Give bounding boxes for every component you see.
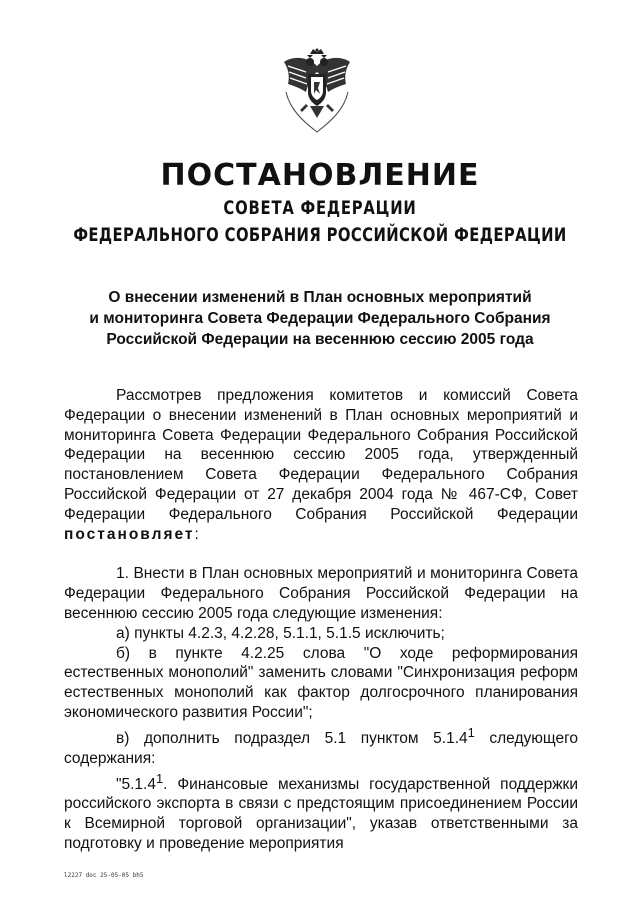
item-v-suffix: следующего содержания: xyxy=(64,729,579,767)
subject-line-2: и мониторинга Совета Федерации Федерального Собрания xyxy=(89,310,551,327)
coat-of-arms-russia-icon xyxy=(280,48,354,134)
item-b-paragraph: б) в пункте 4.2.25 слова "О ходе реформирования естественных монополий" заменить словами "Синхронизация реформ естественных монополий как фактор долгосрочного планирования экономического развития России"; xyxy=(64,644,578,721)
quote-prefix: "5.1.4 xyxy=(116,775,156,793)
item-v-paragraph xyxy=(64,723,578,769)
item-a-paragraph: а) пункты 4.2.3, 4.2.28, 5.1.1, 5.1.5 исключить; xyxy=(116,624,445,642)
quote-superscript: 1 xyxy=(155,770,164,786)
quote-text: . Финансовые механизмы государственной поддержки российского экспорта в связи с предстоящим присоединением России к Всемирной торговой организации", указав ответственными за подготовку и проведение мероприятия xyxy=(64,775,578,853)
item-v-prefix: в) дополнить подраздел 5.1 пунктом 5.1.4 xyxy=(116,729,468,747)
decree-word: постановляет xyxy=(64,525,195,543)
document-title: ПОСТАНОВЛЕНИЕ xyxy=(160,158,480,193)
document-subtitle-2: ФЕДЕРАЛЬНОГО СОБРАНИЯ РОССИЙСКОЙ ФЕДЕРАЦИИ xyxy=(73,224,567,246)
quote-paragraph xyxy=(64,769,578,854)
document-body xyxy=(64,386,578,854)
item-1-paragraph: 1. Внести в План основных мероприятий и мониторинга Совета Федерации Федерального Собрания Российской Федерации на весеннюю сессию 2005 года следующие изменения: xyxy=(64,565,578,622)
document-subtitle-1: СОВЕТА ФЕДЕРАЦИИ xyxy=(223,197,417,219)
preamble-text: Рассмотрев предложения комитетов и комиссий Совета Федерации о внесении изменений в План основных мероприятий и мониторинга Совета Федерации Федерального Собрания Российской Федерации на весеннюю сессию 2005 года, утвержденный постановлением Совета Федерации Федерального Собрания Российской Федерации от 27 декабря 2004 года № 467-СФ, Совет Федерации Федерального Собрания Российской Федерации xyxy=(64,387,578,523)
subject-line-3: Российской Федерации на весеннюю сессию 2005 года xyxy=(106,331,534,348)
footer-code: l2227 doc 25-05-05 bh5 xyxy=(64,872,144,879)
item-v-superscript: 1 xyxy=(467,724,475,740)
subject-line-1: О внесении изменений в План основных мероприятий xyxy=(108,289,532,306)
document-subject xyxy=(60,287,580,350)
preamble-paragraph xyxy=(64,386,578,544)
decree-suffix: : xyxy=(194,525,199,543)
